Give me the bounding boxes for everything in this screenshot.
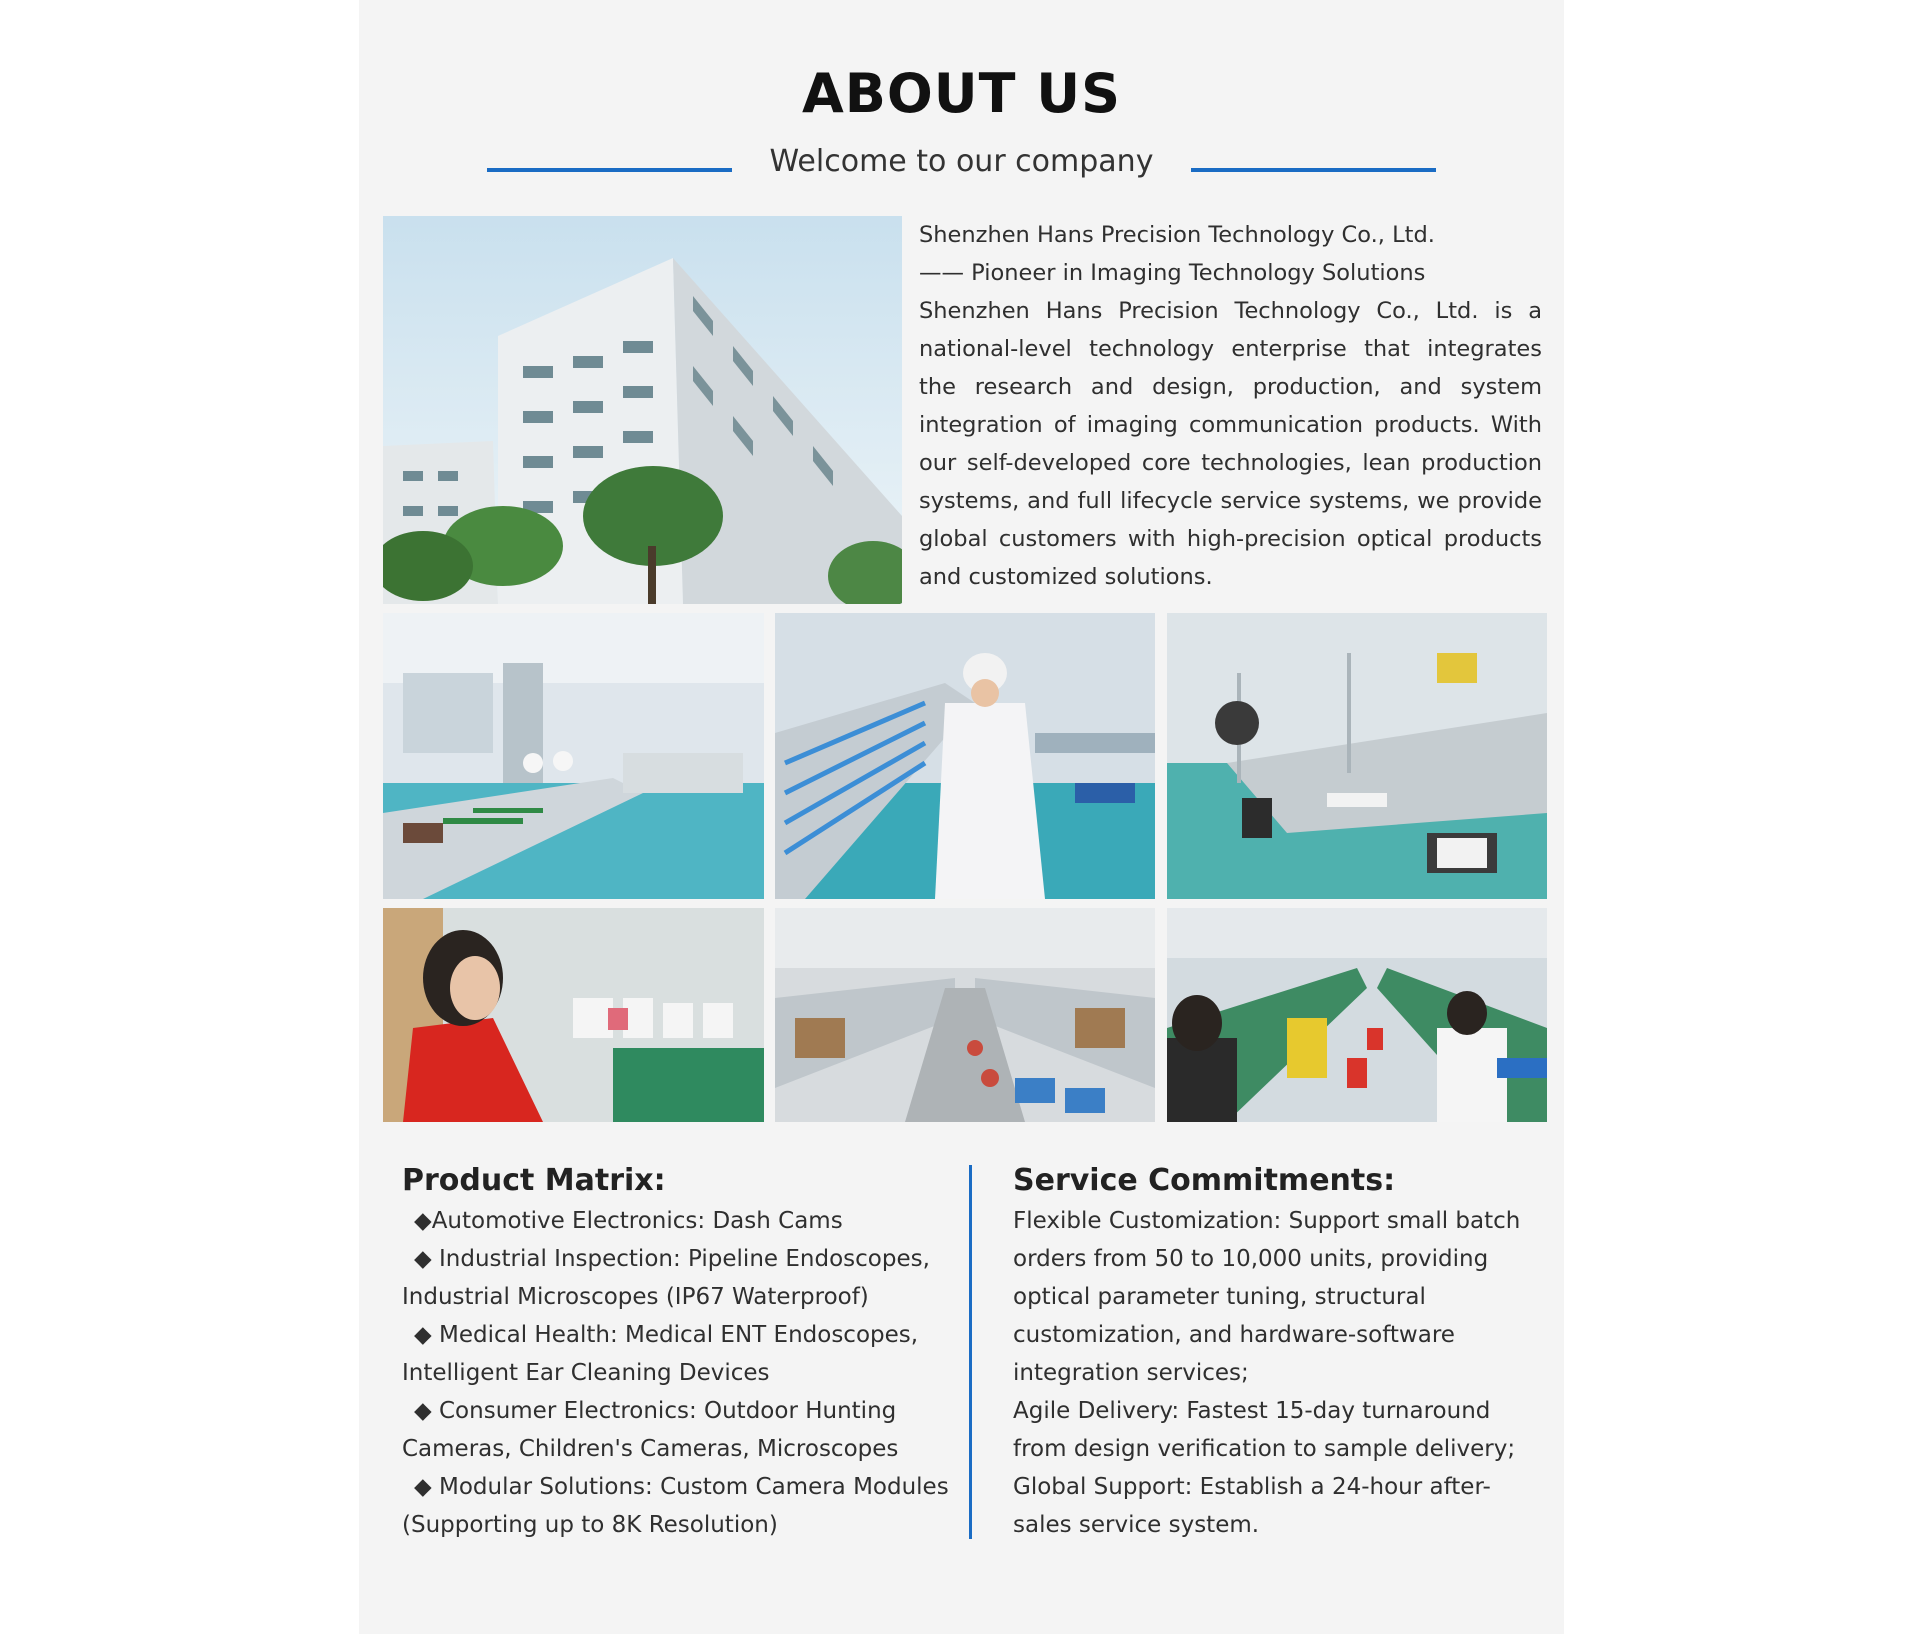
- building-photo: [383, 216, 902, 604]
- product-matrix-item: ◆ Modular Solutions: Custom Camera Modules (Supporting up to 8K Resolution): [402, 1474, 949, 1538]
- product-matrix-item: ◆ Consumer Electronics: Outdoor Hunting Cameras, Children's Cameras, Microscopes: [402, 1398, 899, 1462]
- product-matrix-item: ◆Automotive Electronics: Dash Cams: [414, 1208, 843, 1234]
- production-line-photo: [775, 908, 1155, 1122]
- product-matrix-item: ◆ Industrial Inspection: Pipeline Endoscopes, Industrial Microscopes (IP67 Waterproof): [402, 1246, 930, 1310]
- assembly-worker-photo: [775, 613, 1155, 899]
- service-commitment-item: Global Support: Establish a 24-hour after-sales service system.: [1013, 1474, 1491, 1538]
- testing-bench-photo: [1167, 613, 1547, 899]
- service-commitment-item: Flexible Customization: Support small batch orders from 50 to 10,000 units, providing optical parameter tuning, structural customization, and hardware-software integration services;: [1013, 1208, 1521, 1386]
- product-matrix-section: [402, 1160, 957, 1544]
- clean-room-workshop-photo: [383, 613, 764, 899]
- service-commitments-section: [1013, 1160, 1543, 1544]
- product-matrix-heading: Product Matrix:: [402, 1163, 666, 1198]
- worker-inspecting-product-photo: [383, 908, 764, 1122]
- assembly-line-workers-photo: [1167, 908, 1547, 1122]
- company-description: Shenzhen Hans Precision Technology Co., Ltd. is a national-level technology enterprise that integrates the research and design, production, and system integration of imaging communication products. With our self-developed core technologies, lean production systems, and full lifecycle service systems, we provide global customers with high-precision optical products and customized solutions.: [919, 298, 1542, 590]
- service-commitments-heading: Service Commitments:: [1013, 1163, 1396, 1198]
- service-commitment-item: Agile Delivery: Fastest 15-day turnaround from design verification to sample delivery;: [1013, 1398, 1516, 1462]
- subtitle-right-rule: [1191, 168, 1436, 172]
- page-subtitle: Welcome to our company: [769, 144, 1154, 179]
- page-title: ABOUT US: [801, 62, 1122, 125]
- company-tagline: —— Pioneer in Imaging Technology Solutions: [919, 260, 1426, 286]
- about-us-panel: [359, 0, 1564, 1634]
- company-intro: [919, 216, 1542, 596]
- product-matrix-item: ◆ Medical Health: Medical ENT Endoscopes, Intelligent Ear Cleaning Devices: [402, 1322, 919, 1386]
- company-name: Shenzhen Hans Precision Technology Co., Ltd.: [919, 222, 1435, 248]
- column-divider: [969, 1165, 972, 1539]
